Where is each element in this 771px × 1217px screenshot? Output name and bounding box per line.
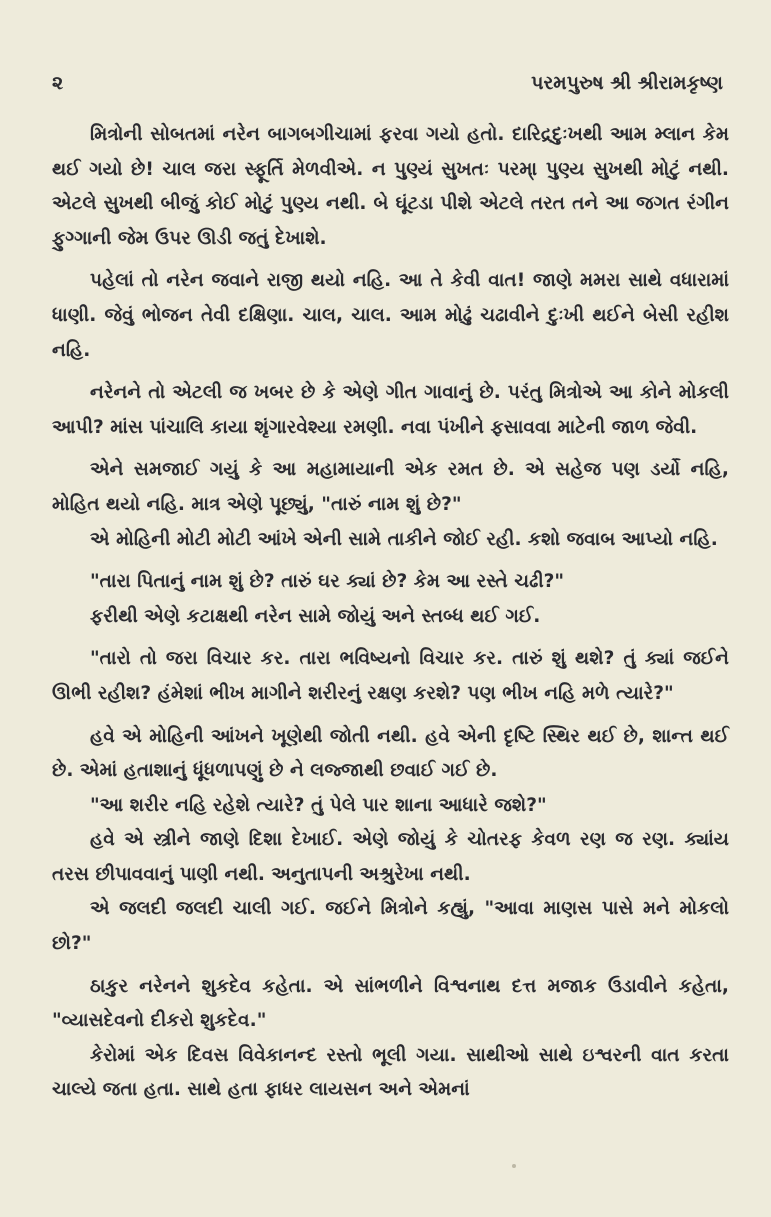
paragraph: એ મોહિની મોટી મોટી આંખે એની સામે તાકીને જોઈ રહી. કશો જવાબ આપ્યો નહિ. [90, 528, 718, 550]
paragraph: નરેનને તો એટલી જ ખબર છે કે એણે ગીત ગાવાનું છે. પરંતુ મિત્રોએ આ કોને મોકલી આપી? માંસ પાંચાલિ કાયા શૃંગારવેશ્યા રમણી. નવા પંખીને ફસાવવા માટેની જાળ જેવી. [52, 382, 729, 438]
paragraph: ફરીથી એણે કટાક્ષથી નરેન સામે જોયું અને સ્તબ્ધ થઈ ગઈ. [90, 605, 541, 627]
page-number: ૨ [52, 72, 64, 94]
paragraph: "તારા પિતાનું નામ શું છે? તારું ઘર ક્યાં છે? કેમ આ રસ્તે ચઢી?" [90, 571, 565, 593]
paragraph: એ જલદી જલદી ચાલી ગઈ. જઈને મિત્રોને કહ્યું, "આવા માણસ પાસે મને મોકલો છો?" [52, 898, 729, 955]
paper-speck [512, 1164, 516, 1168]
paragraph: હવે એ મોહિની આંખને ખૂણેથી જોતી નથી. હવે એની દૃષ્ટિ સ્થિર થઈ છે, શાન્ત થઈ છે. એમાં હતાશાનું ધૂંધળાપણું છે ને લજ્જાથી છવાઈ ગઈ છે. [52, 725, 729, 782]
paragraph: "તારો તો જરા વિચાર કર. તારા ભવિષ્યનો વિચાર કર. તારું શું થશે? તું ક્યાં જઈને ઊભી રહીશ? હંમેશાં ભીખ માગીને શરીરનું રક્ષણ કરશે? પણ ભીખ નહિ મળે ત્યારે?" [52, 648, 729, 704]
running-title: પરમપુરુષ શ્રી શ્રીરામકૃષ્ણ [531, 72, 723, 94]
paragraph: પહેલાં તો નરેન જવાને રાજી થયો નહિ. આ તે કેવી વાત! જાણે મમરા સાથે વધારામાં ધાણી. જેવું ભોજન તેવી દક્ષિણા. ચાલ, ચાલ. આમ મોઢું ચઢાવીને દુઃખી થઈને બેસી રહીશ નહિ. [52, 270, 729, 361]
running-header [52, 72, 723, 94]
paragraph: ઠાકુર નરેનને શુકદેવ કહેતા. એ સાંભળીને વિશ્વનાથ દત્ત મજાક ઉડાવીને કહેતા, "વ્યાસદેવનો દીકરો શુકદેવ." [52, 975, 729, 1032]
paragraph: "આ શરીર નહિ રહેશે ત્યારે? તું પેલે પાર શાના આધારે જશે?" [90, 794, 547, 816]
paragraph: કેરોમાં એક દિવસ વિવેકાનન્દ રસ્તો ભૂલી ગયા. સાથીઓ સાથે ઇશ્વરની વાત કરતા ચાલ્યે જતા હતા. સાથે હતા ફાધર લાયસન અને એમનાં [52, 1044, 729, 1101]
paragraph: હવે એ સ્ત્રીને જાણે દિશા દેખાઈ. એણે જોયું કે ચોતરફ કેવળ રણ જ રણ. ક્યાંય તરસ છીપાવવાનું પાણી નથી. અનુતાપની અશ્રુરેખા નથી. [52, 829, 729, 885]
body-text [52, 118, 729, 1108]
paragraph: એને સમજાઈ ગયું કે આ મહામાયાની એક રમત છે. એ સહેજ પણ ડર્યો નહિ, મોહિત થયો નહિ. માત્ર એણે પૂછ્યું, "તારું નામ શું છે?" [52, 459, 729, 515]
paragraph: મિત્રોની સોબતમાં નરેન બાગબગીચામાં ફરવા ગયો હતો. દારિદ્રદુઃખથી આમ મ્લાન કેમ થઈ ગયો છે! ચાલ જરા સ્ફૂર્તિ મેળવીએ. ન પુણ્યં સુખતઃ પરમ્। પુણ્ય સુખથી મોટું નથી. એટલે સુખથી બીજું કોઈ મોટું પુણ્ય નથી. બે ઘૂંટડા પીશે એટલે તરત તને આ જગત રંગીન ફુગ્ગાની જેમ ઉપર ઊડી જતું દેખાશે. [52, 124, 729, 249]
